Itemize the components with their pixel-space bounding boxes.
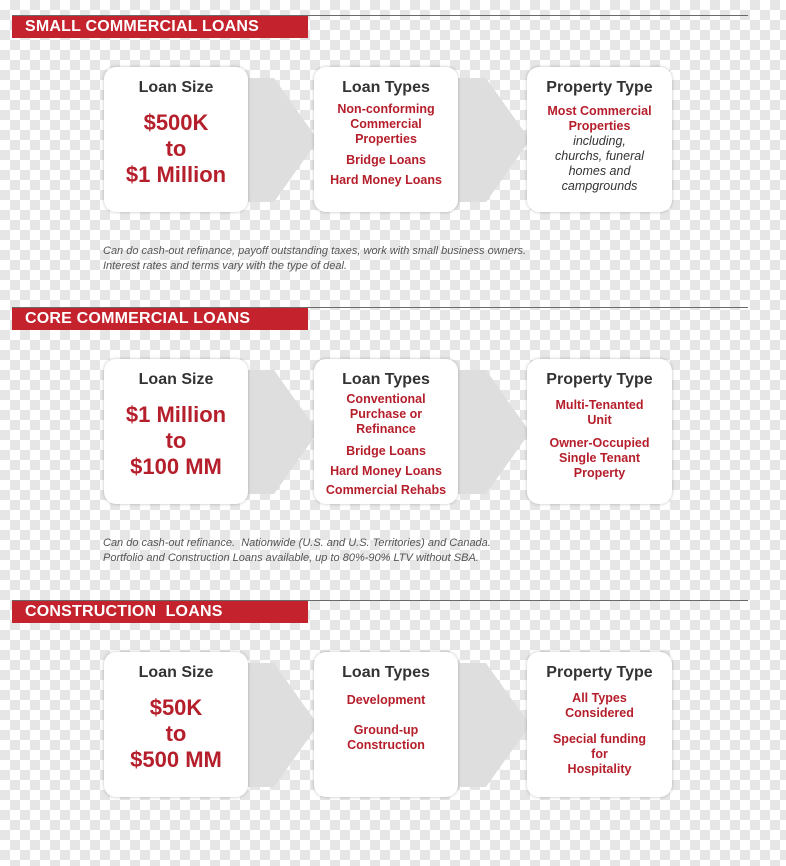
property-type-detail: including,	[573, 134, 626, 148]
property-type-title: Property Type	[546, 371, 653, 388]
loan-size-value: $500 MM	[130, 747, 222, 772]
loan-size-title: Loan Size	[138, 79, 214, 96]
loan-type-item: Commercial	[350, 117, 422, 131]
loan-size-value: $1 Million	[125, 402, 227, 427]
property-type-item: Most Commercial	[547, 104, 652, 118]
loan-size-value: $500K	[143, 110, 209, 135]
loan-size-value: $50K	[149, 695, 203, 720]
property-type-item: All Types	[572, 691, 627, 705]
loan-type-item: Purchase or	[349, 407, 423, 421]
loan-type-item: Bridge Loans	[346, 444, 426, 458]
loan-size-box	[104, 652, 248, 797]
loan-types-title: Loan Types	[342, 79, 430, 96]
property-type-item: Considered	[565, 706, 634, 720]
loan-types-title: Loan Types	[342, 664, 430, 681]
loan-type-item: Development	[346, 693, 426, 707]
property-type-item: Multi-Tenanted	[555, 398, 644, 412]
loan-size-value: to	[165, 428, 187, 453]
loan-type-item: Hard Money Loans	[330, 173, 442, 187]
property-type-detail: campgrounds	[561, 179, 638, 193]
loan-types-title: Loan Types	[342, 371, 430, 388]
loan-type-item: Properties	[355, 132, 417, 146]
loan-size-value: to	[165, 721, 187, 746]
section-banner: SMALL COMMERCIAL LOANS	[12, 16, 308, 38]
loan-type-item: Construction	[347, 738, 425, 752]
section-note	[103, 244, 526, 274]
section-banner: CONSTRUCTION LOANS	[12, 601, 308, 623]
property-type-detail: churchs, funeral	[555, 149, 644, 163]
note-line: Portfolio and Construction Loans available, up to 80%-90% LTV without SBA.	[103, 552, 479, 564]
property-type-box	[527, 67, 672, 212]
loan-size-box	[104, 67, 248, 212]
note-line: Can do cash-out refinance. Nationwide (U.S. and U.S. Territories) and Canada.	[103, 537, 491, 549]
property-type-box	[527, 359, 672, 504]
loan-types-box	[314, 652, 458, 797]
loan-type-item: Refinance	[356, 422, 416, 436]
loan-type-item: Hard Money Loans	[330, 464, 442, 478]
loan-type-item: Ground-up	[353, 723, 419, 737]
loan-size-value: to	[165, 136, 187, 161]
property-type-title: Property Type	[546, 664, 653, 681]
property-type-item: Unit	[587, 413, 612, 427]
loan-type-item: Bridge Loans	[346, 153, 426, 167]
loan-size-value: $100 MM	[130, 454, 222, 479]
property-type-item: Hospitality	[567, 762, 632, 776]
loan-type-item: Non-conforming	[337, 102, 435, 116]
note-line: Interest rates and terms vary with the type of deal.	[103, 260, 347, 272]
loan-types-box	[314, 359, 458, 504]
loan-size-value: $1 Million	[125, 162, 227, 187]
property-type-item: Owner-Occupied	[549, 436, 650, 450]
loan-size-title: Loan Size	[138, 664, 214, 681]
loan-type-item: Conventional	[346, 392, 426, 406]
property-type-item: Special funding	[552, 732, 647, 746]
loan-size-box	[104, 359, 248, 504]
loan-type-item: Commercial Rehabs	[325, 483, 447, 497]
note-line: Can do cash-out refinance, payoff outstanding taxes, work with small business owners.	[103, 245, 527, 257]
property-type-item: Properties	[568, 119, 631, 133]
property-type-detail: homes and	[568, 164, 631, 178]
property-type-title: Property Type	[546, 79, 653, 96]
section-note	[103, 536, 491, 566]
loan-size-title: Loan Size	[138, 371, 214, 388]
property-type-item: for	[591, 747, 608, 761]
property-type-item: Single Tenant	[558, 451, 641, 465]
property-type-item: Property	[573, 466, 626, 480]
property-type-box	[527, 652, 672, 797]
loan-types-box	[314, 67, 458, 212]
section-banner: CORE COMMERCIAL LOANS	[12, 308, 308, 330]
